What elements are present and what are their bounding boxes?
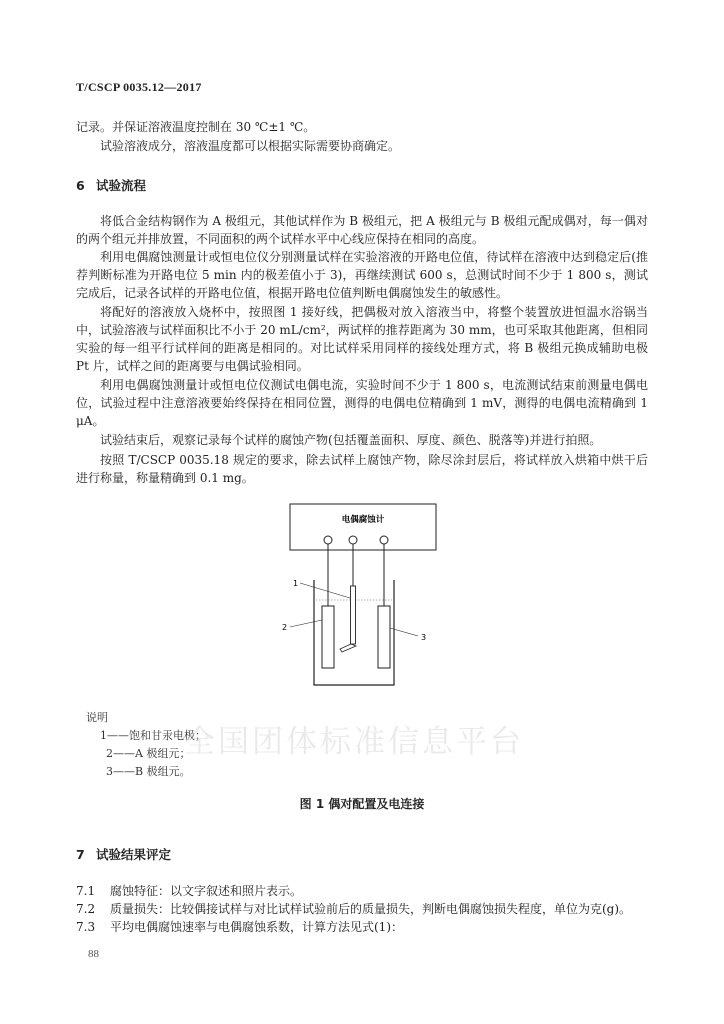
clause-7-1-text: 腐蚀特征：以文字叙述和照片表示。 xyxy=(110,884,303,898)
section-6-paragraph-4: 利用电偶腐蚀测量计或恒电位仪测试电偶电流，实验时间不少于 1 800 s，电流测试结束前测量电偶电位，试验过程中注意溶液要始终保持在相同位置，测得的电偶电位精确到 1 mV，测得的电偶电流精确到 1 μA。 xyxy=(76,378,648,428)
clause-7-3 xyxy=(76,918,656,936)
legend-item-1: 1——饱和甘汞电极； xyxy=(100,729,206,742)
standard-code: T/CSCP 0035.12—2017 xyxy=(76,80,202,94)
intro-line-2: 试验溶液成分，溶液温度都可以根据实际需要协商确定。 xyxy=(100,139,401,153)
section-7-title: 试验结果评定 xyxy=(96,847,172,862)
clause-7-2-text: 质量损失：比较偶接试样与对比试样试验前后的质量损失，判断电偶腐蚀损失程度，单位为克(g)。 xyxy=(110,902,632,916)
b-electrode xyxy=(378,606,390,668)
clause-7-1 xyxy=(76,882,656,900)
callout-2-leader xyxy=(290,620,322,627)
legend-item-2: 2——A 极组元； xyxy=(106,747,191,760)
figure-1-diagram xyxy=(276,500,456,695)
callout-1-leader xyxy=(300,583,350,598)
page-number: 88 xyxy=(88,948,99,960)
section-6-paragraph-5: 试验结束后，观察记录每个试样的腐蚀产物(包括覆盖面积、厚度、颜色、脱落等)并进行拍照。 xyxy=(100,433,602,447)
clause-7-2 xyxy=(76,900,656,918)
intro-line-1: 记录。并保证溶液温度控制在 30 ℃±1 ℃。 xyxy=(76,120,316,134)
instrument-label: 电偶腐蚀计 xyxy=(341,515,385,525)
callout-1: 1 xyxy=(293,579,299,588)
terminal-middle xyxy=(349,536,357,544)
section-7-number: 7 xyxy=(76,847,85,862)
section-6-title: 试验流程 xyxy=(96,178,147,193)
instrument-box xyxy=(290,504,436,550)
clause-7-1-number: 7.1 xyxy=(76,884,96,898)
watermark: 全国团体标准信息平台 xyxy=(184,724,524,760)
salt-bridge xyxy=(340,644,356,652)
section-6-paragraph-1: 将低合金结构钢作为 A 极组元，其他试样作为 B 极组元，把 A 极组元与 B 极组元配成偶对，每一偶对的两个组元并排放置，不同面积的两个试样水平中心线应保持在相同的高度。 xyxy=(76,214,648,246)
terminal-right xyxy=(380,536,388,544)
callout-3: 3 xyxy=(421,633,427,642)
clause-7-3-number: 7.3 xyxy=(76,920,96,934)
section-6-number: 6 xyxy=(76,178,85,193)
legend-item-3: 3——B 极组元。 xyxy=(106,765,191,778)
section-6-paragraph-3: 将配好的溶液放入烧杯中，按照图 1 接好线，把偶极对放入溶液当中，将整个装置放进恒温水浴锅当中，试验溶液与试样面积比不小于 20 mL/cm²，两试样的推荐距离为 30 mm，也可采取其他距离，但相同实验的每一组平行试样间的距离是相同的。对比试样采用同样的接线处理方式，将 B 极组元换成辅助电极 Pt 片，试样之间的距离要与电偶试验相同。 xyxy=(76,305,648,373)
terminal-left xyxy=(324,536,332,544)
calomel-electrode-tube xyxy=(351,586,356,644)
section-6-paragraph-6: 按照 T/CSCP 0035.18 规定的要求，除去试样上腐蚀产物，除尽涂封层后，将试样放入烘箱中烘干后进行称量，称量精确到 0.1 mg。 xyxy=(76,453,648,485)
clause-7-2-number: 7.2 xyxy=(76,902,96,916)
section-6-heading xyxy=(76,176,146,194)
legend-title: 说明 xyxy=(86,711,108,724)
figure-1-caption: 图 1 偶对配置及电连接 xyxy=(299,797,425,811)
callout-2: 2 xyxy=(282,623,288,632)
section-7-heading xyxy=(76,845,171,863)
a-electrode xyxy=(322,606,334,668)
section-6-paragraph-2: 利用电偶腐蚀测量计或恒电位仪分别测量试样在实验溶液的开路电位值，待试样在溶液中达到稳定后(推荐判断标准为开路电位 5 min 内的极差值小于 3)，再继续测试 600 s，总测试时间不少于 1 800 s，测试完成后，记录各试样的开路电位值，根据开路电位值判断电偶腐蚀发生的敏感性。 xyxy=(76,250,648,300)
clause-7-3-text: 平均电偶腐蚀速率与电偶腐蚀系数，计算方法见式(1)： xyxy=(110,920,404,934)
